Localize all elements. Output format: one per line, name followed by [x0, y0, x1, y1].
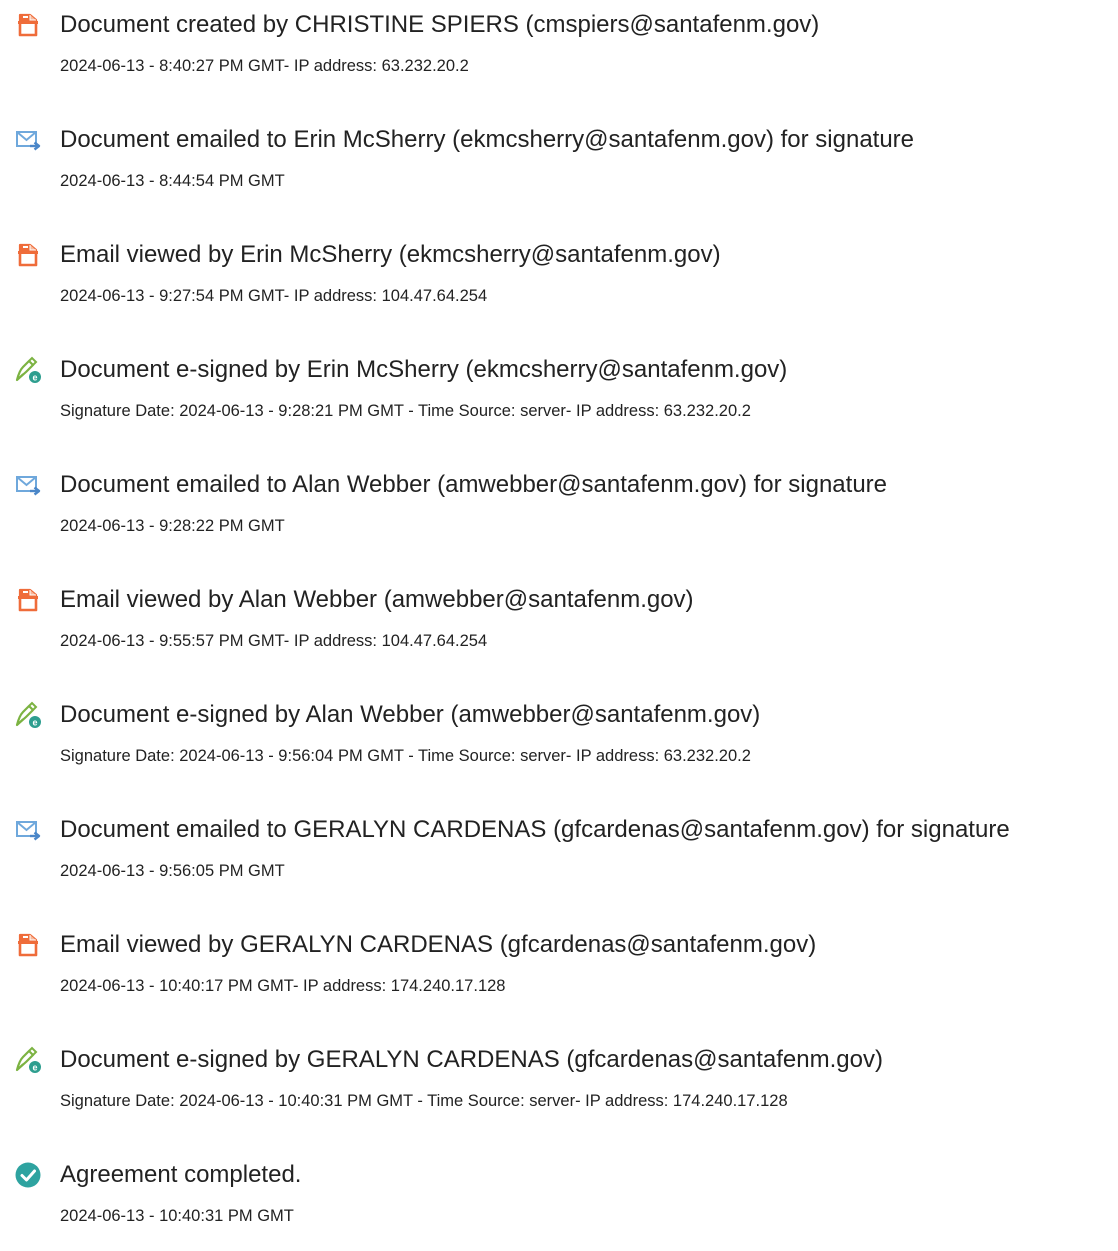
event-detail: 2024-06-13 - 10:40:31 PM GMT — [60, 1207, 294, 1225]
email-sent-icon — [14, 471, 42, 499]
audit-event-item — [0, 471, 1118, 561]
document-viewed-icon — [14, 241, 42, 269]
event-title: Document e-signed by GERALYN CARDENAS (gfcardenas@santafenm.gov) — [60, 1046, 883, 1073]
document-viewed-icon — [14, 586, 42, 614]
e-sign-pen-icon — [14, 356, 42, 384]
event-detail: 2024-06-13 - 8:40:27 PM GMT- IP address: 63.232.20.2 — [60, 57, 469, 75]
event-title: Document emailed to Erin McSherry (ekmcsherry@santafenm.gov) for signature — [60, 126, 915, 153]
event-detail: 2024-06-13 - 10:40:17 PM GMT- IP address: 174.240.17.128 — [60, 977, 506, 995]
event-title: Document emailed to Alan Webber (amwebber@santafenm.gov) for signature — [60, 471, 888, 498]
svg-text:e: e — [32, 1062, 38, 1073]
e-sign-pen-icon — [14, 1046, 42, 1074]
e-sign-pen-icon — [14, 701, 42, 729]
audit-event-item — [0, 126, 1118, 216]
email-sent-icon — [14, 816, 42, 844]
event-detail: 2024-06-13 - 8:44:54 PM GMT — [60, 172, 285, 190]
audit-event-item — [0, 11, 1118, 101]
audit-event-item — [0, 356, 1118, 446]
event-detail: Signature Date: 2024-06-13 - 10:40:31 PM GMT - Time Source: server- IP address: 174.240.17.128 — [60, 1092, 788, 1110]
event-title: Email viewed by GERALYN CARDENAS (gfcardenas@santafenm.gov) — [60, 931, 817, 958]
event-detail: Signature Date: 2024-06-13 - 9:56:04 PM GMT - Time Source: server- IP address: 63.232.20.2 — [60, 747, 751, 765]
event-title: Email viewed by Erin McSherry (ekmcsherry@santafenm.gov) — [60, 241, 721, 268]
event-title: Document e-signed by Alan Webber (amwebber@santafenm.gov) — [60, 701, 761, 728]
event-detail: 2024-06-13 - 9:55:57 PM GMT- IP address: 104.47.64.254 — [60, 632, 488, 650]
event-detail: Signature Date: 2024-06-13 - 9:28:21 PM GMT - Time Source: server- IP address: 63.232.20.2 — [60, 402, 751, 420]
event-detail: 2024-06-13 - 9:56:05 PM GMT — [60, 862, 285, 880]
document-viewed-icon — [14, 931, 42, 959]
email-sent-icon — [14, 126, 42, 154]
svg-text:e: e — [32, 717, 38, 728]
svg-text:e: e — [32, 372, 38, 383]
event-title: Document e-signed by Erin McSherry (ekmcsherry@santafenm.gov) — [60, 356, 788, 383]
audit-event-item — [0, 931, 1118, 1021]
audit-event-item — [0, 1161, 1118, 1251]
document-created-icon — [14, 11, 42, 39]
event-detail: 2024-06-13 - 9:27:54 PM GMT- IP address: 104.47.64.254 — [60, 287, 488, 305]
audit-event-item — [0, 586, 1118, 676]
event-title: Agreement completed. — [60, 1161, 302, 1188]
audit-event-item — [0, 241, 1118, 331]
event-detail: 2024-06-13 - 9:28:22 PM GMT — [60, 517, 285, 535]
audit-event-item — [0, 1046, 1118, 1136]
audit-event-item — [0, 816, 1118, 906]
event-title: Document created by CHRISTINE SPIERS (cmspiers@santafenm.gov) — [60, 11, 820, 38]
event-title: Email viewed by Alan Webber (amwebber@santafenm.gov) — [60, 586, 694, 613]
checkmark-circle-icon — [14, 1161, 42, 1189]
audit-event-item — [0, 701, 1118, 791]
event-title: Document emailed to GERALYN CARDENAS (gfcardenas@santafenm.gov) for signature — [60, 816, 1010, 843]
